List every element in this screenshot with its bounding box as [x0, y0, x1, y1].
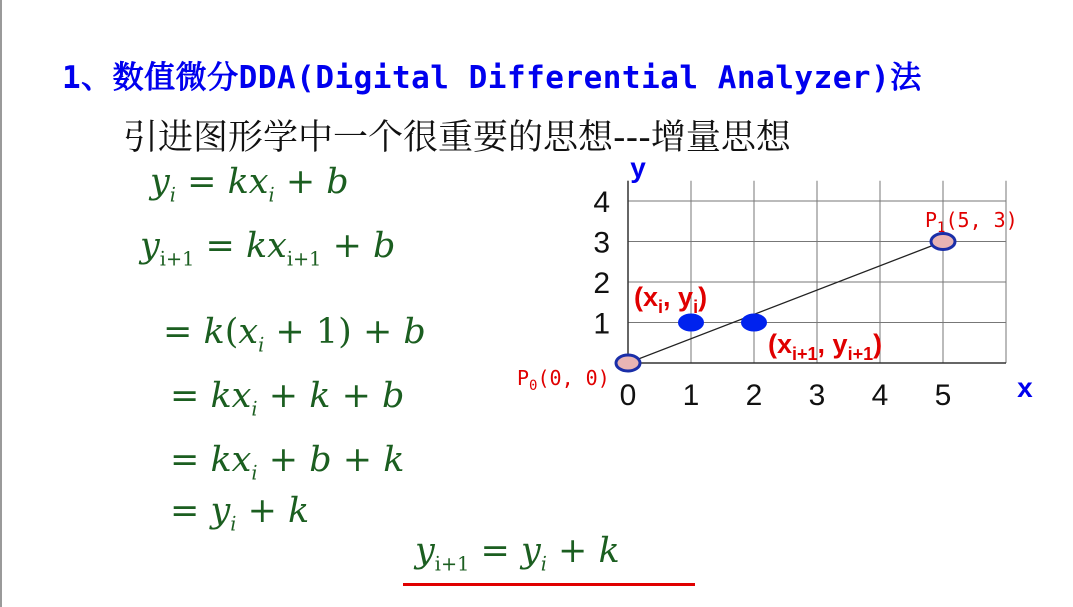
point-current [678, 314, 704, 332]
x-tick-label: 1 [682, 379, 700, 412]
equation-line-6: = $y_i + k$ [170, 491, 310, 536]
equation-line-2: $y_{i+1} = kx_{i+1} + b$ [140, 226, 396, 271]
equation-line-1: $y_i = kx_i + b$ [150, 162, 349, 207]
equation-line-3: = $k(x_i + 1) + b$ [163, 312, 426, 357]
label-p1: $P_1(5$, 3) [925, 208, 1018, 236]
y-tick-label: 3 [593, 226, 610, 260]
x-tick-label: 2 [745, 379, 763, 412]
label-p0: $P_0(0$, 0) [517, 366, 610, 394]
x-tick-label: 4 [871, 379, 889, 412]
label-next-point: ($x_{i+1}$, $y_{i+1}$) [768, 329, 883, 364]
y-axis-label: y [630, 151, 646, 183]
slide-subtitle: 引进图形学中一个很重要的思想---增量思想 [123, 118, 791, 158]
y-tick-label: 4 [593, 186, 610, 219]
y-tick-label: 2 [593, 267, 610, 300]
y-tick-label: 1 [593, 307, 610, 341]
point-p0 [616, 355, 640, 371]
final-equation-underline [403, 583, 695, 586]
slide-title: 1、数值微分DDA(Digital Differential Analyzer)法 [62, 60, 922, 96]
x-axis-label: x [1017, 372, 1033, 403]
x-tick-label: 0 [619, 379, 637, 412]
point-next [741, 314, 767, 332]
equation-line-4: = $kx_i + k + b$ [170, 376, 405, 421]
equation-line-5: = $kx_i + b + k$ [170, 440, 405, 485]
x-tick-label: 5 [934, 379, 952, 412]
final-equation: $y_{i+1} = y_i + k$ [415, 531, 620, 576]
line-graph [500, 151, 1040, 420]
x-tick-label: 3 [808, 379, 826, 412]
label-current-point: ($x_i$, $y_i$) [634, 282, 708, 317]
left-border [0, 0, 2, 607]
